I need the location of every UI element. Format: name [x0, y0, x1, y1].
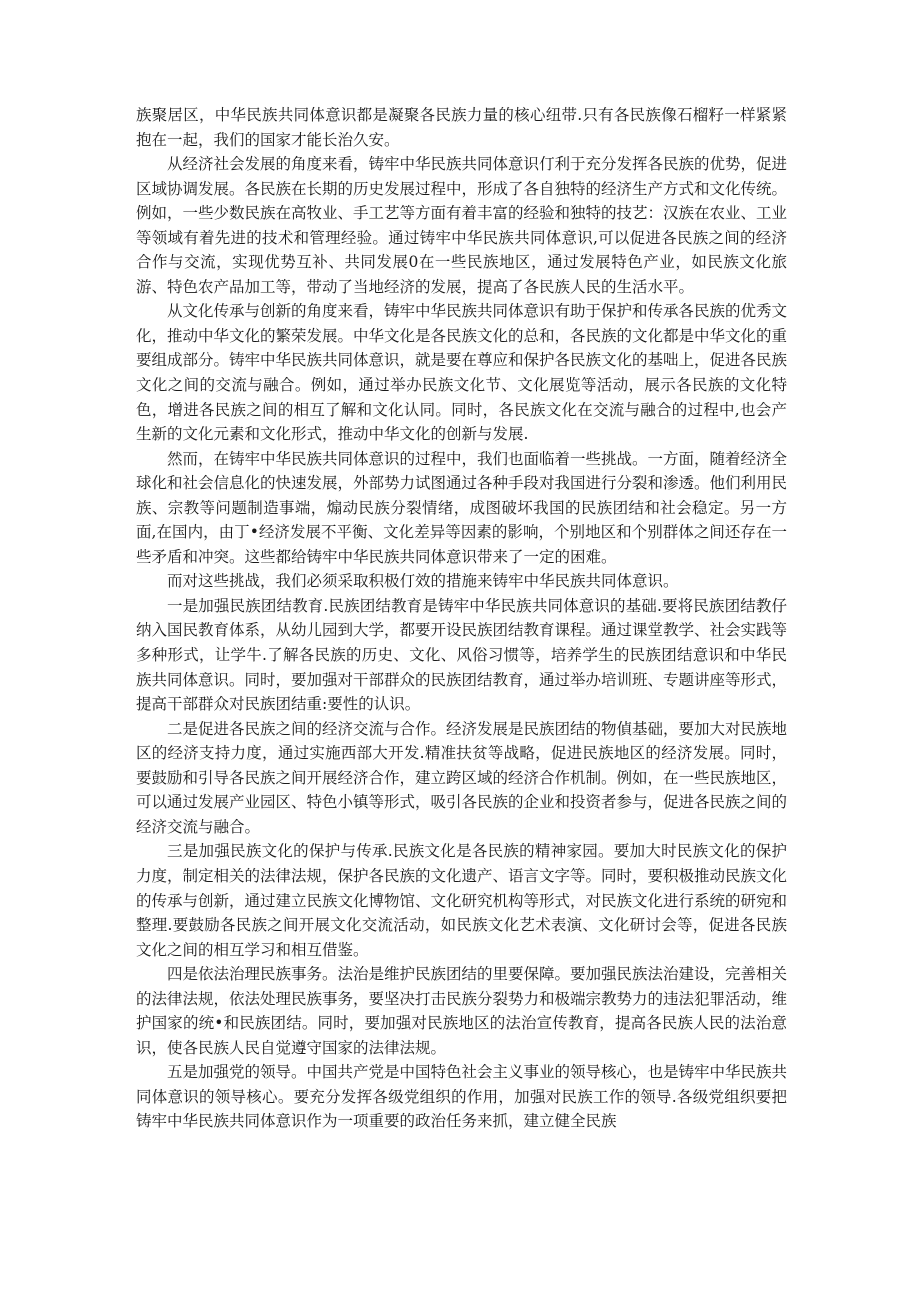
paragraph-9: 四是依法治理民族事务。法治是维护民族团结的里要保障。要加强民族法治建设，完善相关的法律法规，依法处理民族事务，要坚决打击民族分裂势力和极端宗教势力的违法犯罪活动，维护国家的统•和民族团结。同时，要加强对民族地区的法治宣传教育，提高各民族人民的法治意识，使各民族人民自觉遵守国家的法律法规。 [136, 965, 788, 1057]
paragraph-1: 族聚居区，中华民族共同体意识都是凝聚各民族力量的核心纽带.只有各民族像石榴籽一样紧紧抱在一起，我们的国家才能长治久安。 [136, 106, 787, 149]
document-body [136, 103, 787, 1134]
paragraph-2: 从经济社会发展的角度来看，铸牢中华民族共同体意识仃利于充分发挥各民族的优势，促进区域协调发展。各民族在长期的历史发展过程中，形成了各自独特的经济生产方式和文化传统。例如，一些少数民族在高牧业、手工艺等方面有着丰富的经验和独特的技艺：汉族在农业、工业等领域有着先进的技术和管理经验。通过铸牢中华民族共同体意识,可以促进各民族之间的经济合作与交流，实现优势互补、共同发展0在一些民族地区，通过发展特色产业，如民族文化旅游、特色农产品加工等，带动了当地经济的发展，提高了各民族人民的生活水平。 [136, 155, 788, 296]
paragraph-8: 三是加强民族文化的保护与传承.民族文化是各民族的精神家园。要加大时民族文化的保护力度，制定相关的法律法规，保护各民族的文化遗产、语言文字等。同时，要积极推动民族文化的传承与创新，通过建立民族文化博物馆、文化研究机构等形式，对民族文化进行系统的研宛和整理.要鼓励各民族之间开展文化交流活动，如民族文化艺术表演、文化研讨会等，促进各民族文化之间的相互学习和相互借鉴。 [136, 842, 788, 959]
paragraph-5: 而对这些挑战，我们必须采取积极仃效的措施来铸牢中华民族共同体意识。 [167, 572, 679, 591]
paragraph-3: 从文化传承与创新的角度来看，铸牢中华民族共同体意识有助于保护和传承各民族的优秀文化，推动中华文化的繁荣发展。中华文化是各民族文化的总和，各民族的文化都是中华文化的重要组成部分。铸牢中华民族共同体意识，就是要在尊应和保护各民族文化的基咄上，促进各民族文化之间的交流与融合。例如，通过举办民族文化节、文化展览等活动，展示各民族的文化特色，增进各民族之间的相互了解和文化认同。同时，各民族文化在交流与融合的过程中,也会产生新的文化元素和文化形式，推动中华文化的创新与发展. [136, 302, 788, 444]
paragraph-4: 然而，在铸牢中华民族共同体意识的过程中，我们也面临着一些挑战。一方面，随着经济全球化和社会信息化的快速发展，外部势力试图通过各种手段对我国进行分裂和渗透。他们利用民族、宗教等问题制造事端，煽动民族分裂情绪，成图破坏我国的民族团结和社会稳定。另一方面,在国内，由丁•经济发展不平衡、文化差异等因素的影响，个别地区和个别群体之间还存在一些矛盾和冲突。这些都给铸牢中华民族共同体意识带来了一定的困难。 [136, 449, 788, 566]
paragraph-6: 一是加强民族团结教育.民族团结教育是铸牢中华民族共同体意识的基础.要将民族团结教仔纳入国民教育体系，从幼儿园到大学，都要开设民族团结教育课程。通过课堂教学、社会实践等多种形式，让学牛.了解各民族的历史、文化、风俗习惯等，培养学生的民族团结意识和中华民族共同体意识。同时，要加强对干部群众的民族团结教育，通过举办培训班、专题讲座等形式，提高干部群众对民族团结重:要性的认识。 [136, 596, 788, 714]
paragraph-10: 五是加强党的领导。中国共产党是中国特色社会主义事业的领导核心，也是铸牢中华民族共同体意识的领导核心。要充分发挥各级党组织的作用，加强对民族工作的领导.各级党组织要把铸牢中华民族共同体意识作为一项重要的政治任务来抓，建立健全民族 [136, 1063, 788, 1131]
paragraph-7: 二是促进各民族之间的经济交流与合作。经济发展是民族团结的物偵基础，要加大对民族地区的经济支持力度，通过实施西部大开发.精准扶贫等战略，促进民族地区的经济发展。同时，要鼓励和引导各民族之间开展经济合作，建立跨区域的经济合作机制。例如，在一些民族地区，可以通过发展产业园区、特色小镇等形式，吸引各民族的企业和投资者参与，促进各民族之间的经济交流与融合。 [136, 719, 788, 836]
